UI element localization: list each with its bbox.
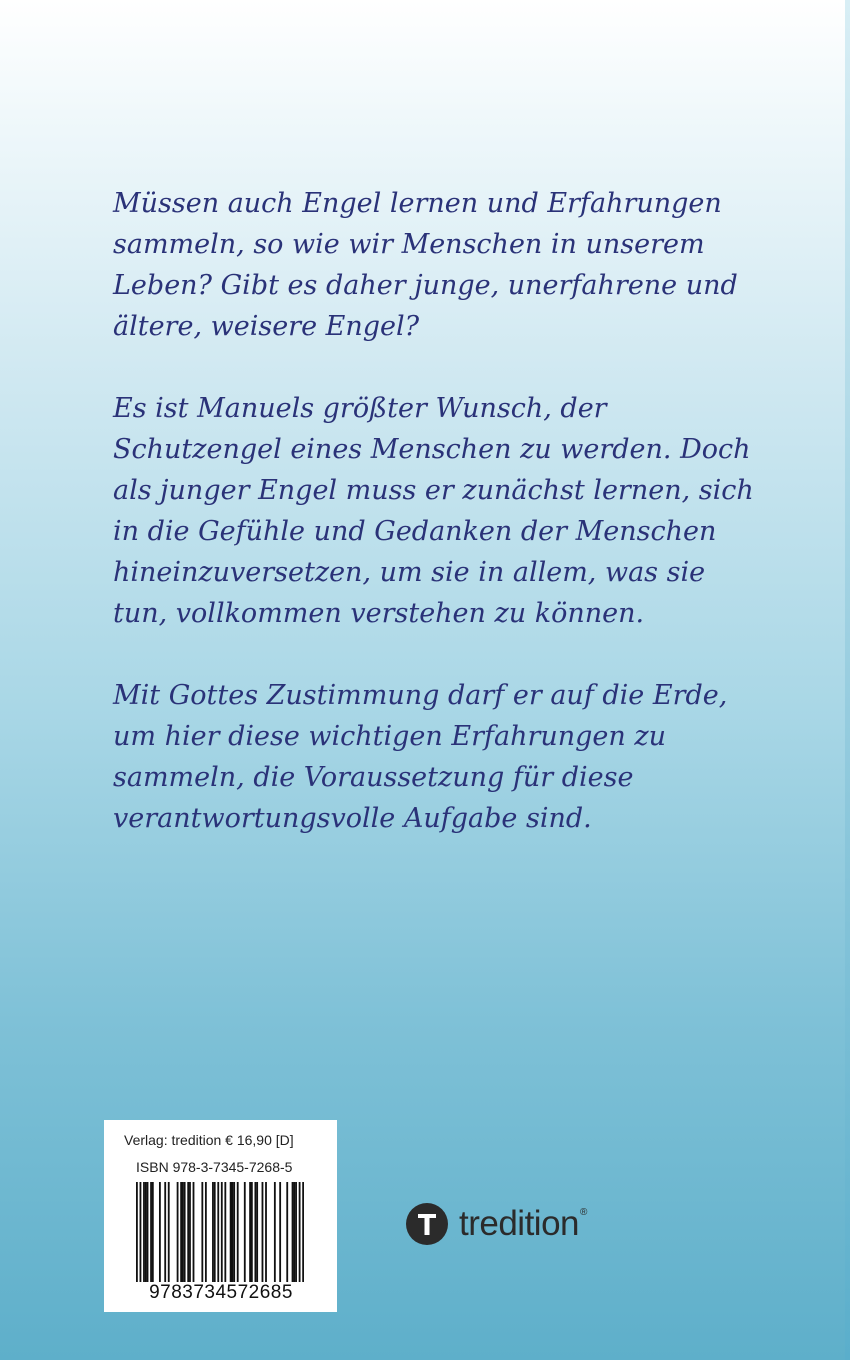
blurb-paragraph-2: Es ist Manuels größter Wunsch, der Schutzengel eines Menschen zu werden. Doch als junger Engel muss er zunächst lernen, sich in die Gefühle und Gedanken der Menschen hineinzuversetzen, um sie in allem, was sie tun, vollkommen verstehen zu können. [113,393,754,629]
barcode-bar [230,1182,232,1282]
blurb-paragraph-3: Mit Gottes Zustimmung darf er auf die Erde, um hier diese wichtigen Erfahrungen zu sammeln, die Voraussetzung für diese verantwortungsvolle Aufgabe sind. [113,680,728,834]
publisher-name: tredition [459,1204,580,1243]
barcode-bar [256,1182,258,1282]
barcode-bar [249,1182,251,1282]
barcode-bars [136,1182,304,1282]
barcode-bar [164,1182,166,1282]
barcode-bar [233,1182,235,1282]
isbn-label: ISBN 978-3-7345-7268-5 [136,1159,293,1175]
barcode-bar [295,1182,297,1282]
barcode-bar [254,1182,256,1282]
blurb-paragraph-1: Müssen auch Engel lernen und Erfahrungen sammeln, so wie wir Menschen in unserem Leben? Gibt es daher junge, unerfahrene und ältere, weisere Engel? [113,188,738,342]
barcode-bar [265,1182,267,1282]
barcode-bar [212,1182,214,1282]
barcode-bar [193,1182,195,1282]
barcode-bar [147,1182,149,1282]
barcode-bar [251,1182,253,1282]
barcode-bar [189,1182,191,1282]
barcode-digits: 9783734572685 [149,1282,293,1303]
barcode-bar [136,1182,138,1282]
barcode-bar [293,1182,295,1282]
barcode-bar [184,1182,186,1282]
barcode-bar [286,1182,288,1282]
barcode-bar [143,1182,145,1282]
barcode-bar [201,1182,203,1282]
barcode-bar [140,1182,142,1282]
barcode-bar [187,1182,189,1282]
barcode-bar [237,1182,239,1282]
spine-edge [845,0,850,1360]
barcode-bar [231,1182,233,1282]
barcode-bar [214,1182,216,1282]
publisher-logo [405,1201,587,1247]
publisher-price-label: Verlag: tredition € 16,90 [D] [124,1132,294,1148]
barcode-bar [262,1182,264,1282]
barcode-bar [224,1182,226,1282]
barcode-bar [180,1182,182,1282]
barcode-bar [168,1182,170,1282]
registered-mark: ® [580,1207,588,1218]
barcode-bar [302,1182,304,1282]
barcode-bar [292,1182,294,1282]
barcode-bar [152,1182,154,1282]
barcode-bar [177,1182,179,1282]
barcode-bar [145,1182,147,1282]
barcode-bar [205,1182,207,1282]
barcode-bar [150,1182,152,1282]
barcode-bar [217,1182,219,1282]
tredition-logo-icon [405,1202,449,1246]
barcode-bar [221,1182,223,1282]
barcode-bar [299,1182,301,1282]
barcode-bar [159,1182,161,1282]
barcode-bar [182,1182,184,1282]
barcode-bar [244,1182,246,1282]
blurb-text [113,183,793,839]
barcode-box [104,1120,337,1312]
barcode-bar [274,1182,276,1282]
barcode-bar [279,1182,281,1282]
